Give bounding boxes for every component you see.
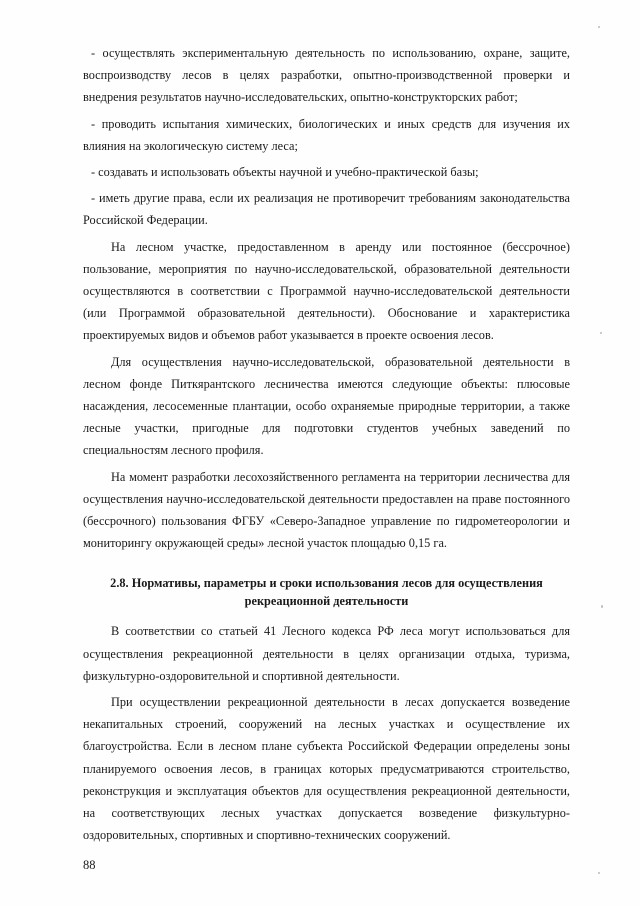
paragraph-regulation-moment: На момент разработки лесохозяйственного регламента на территории лесничества для осуществления научно-исследовательской деятельности предоставлен на праве постоянного (бессрочного) пользования ФГБУ «Северо-Западное управление по гидрометеорологии и мониторингу окружающей среды» лесной участок площадью 0,15 га. bbox=[83, 469, 570, 551]
page-content bbox=[83, 42, 570, 851]
section-heading bbox=[83, 574, 570, 610]
bullet-experimental-activity: - осуществлять экспериментальную деятельность по использованию, охране, защите, воспроизводству лесов в целях разработки, опытно-производственной проверки и внедрения результатов научно-исследовательских, опытно-конструкторских работ; bbox=[83, 46, 570, 105]
paragraph-research-objects: Для осуществления научно-исследовательской, образовательной деятельности в лесном фонде Питкярантского лесничества имеются следующие объекты: плюсовые насаждения, лесосеменные плантации, особо охраняемые природные территории, а также лесные участки, пригодные для подготовки студентов учебных заведений по специальностям лесного профиля. bbox=[83, 354, 570, 458]
bullet-testing: - проводить испытания химических, биологических и иных средств для изучения их влияния на экологическую систему леса; bbox=[83, 116, 570, 153]
section-heading-line-2: рекреационной деятельности bbox=[244, 594, 409, 609]
bullet-other-rights: - иметь другие права, если их реализация не противоречит требованиям законодательства Российской Федерации. bbox=[83, 191, 570, 228]
paragraph-recreation-structures: При осуществлении рекреационной деятельности в лесах допускается возведение некапитальных строений, сооружений на лесных участках и осуществление их благоустройства. Если в лесном плане субъекта Российской Федерации определены зоны планируемого освоения лесов, в границах которых предусматриваются строительство, реконструкция и эксплуатация объектов для осуществления рекреационной деятельности, на соответствующих лесных участках допускается возведение физкультурно-оздоровительных, спортивных и спортивно-технических сооружений. bbox=[83, 695, 570, 843]
scan-speck bbox=[598, 26, 600, 28]
page-number: 88 bbox=[83, 858, 96, 872]
paragraph-lease-activities: На лесном участке, предоставленном в аренду или постоянное (бессрочное) пользование, мероприятия по научно-исследовательской, образовательной деятельности осуществляются в соответствии с Программой научно-исследовательской деятельности (или Программой образовательной деятельности). Обоснование и характеристика проектируемых видов и объемов работ указывается в проекте освоения лесов. bbox=[83, 239, 570, 343]
paragraph-article-41: В соответствии со статьей 41 Лесного кодекса РФ леса могут использоваться для осуществления рекреационной деятельности в целях организации отдыха, туризма, физкультурно-оздоровительной и спортивной деятельности. bbox=[83, 624, 570, 683]
section-heading-line-1: 2.8. Нормативы, параметры и сроки использования лесов для осуществления bbox=[110, 576, 543, 591]
bullet-create-objects: - создавать и использовать объекты научной и учебно-практической базы; bbox=[91, 165, 479, 180]
scan-speck bbox=[601, 605, 603, 608]
scan-speck bbox=[598, 872, 600, 874]
scan-speck bbox=[600, 332, 602, 334]
